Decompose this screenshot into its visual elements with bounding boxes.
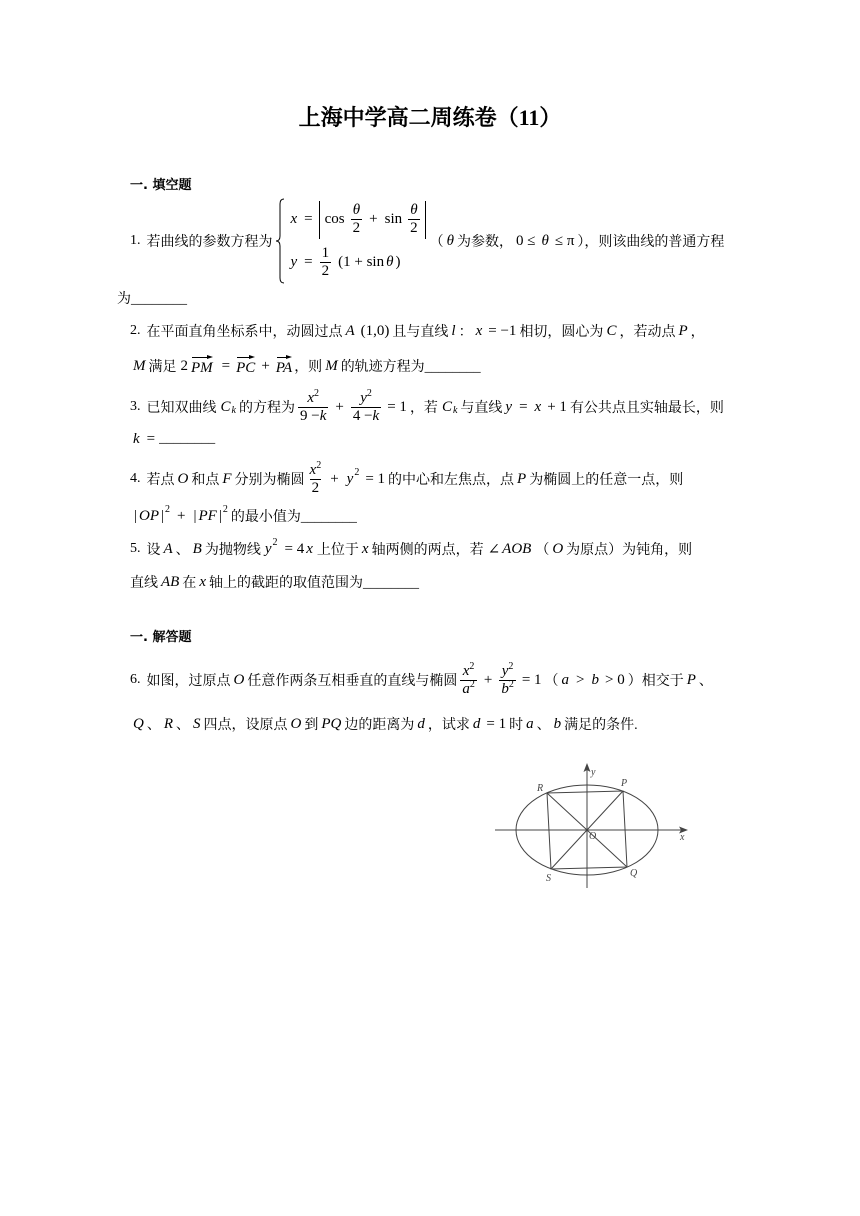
fraction xyxy=(298,387,328,425)
question-number: 1. xyxy=(130,233,141,248)
question-text: 相切，圆心为 xyxy=(519,325,604,340)
question-text: ）相交于 xyxy=(627,674,684,689)
absolute-bar: | xyxy=(134,507,138,524)
math-operator: + xyxy=(261,357,270,374)
math-variable: OP xyxy=(139,507,160,524)
question-text: 、 xyxy=(176,718,191,733)
superscript: 2 xyxy=(272,537,278,548)
math-variable: x xyxy=(307,389,314,406)
fraction xyxy=(308,459,324,497)
point-Q-label: Q xyxy=(630,868,638,879)
question-5-line-2 xyxy=(130,560,419,604)
math-variable: C xyxy=(441,398,452,415)
question-text: ， xyxy=(690,325,705,340)
math-variable: x xyxy=(199,573,206,590)
math-variable: R xyxy=(163,715,174,732)
answer-blank-text: 为________ xyxy=(117,292,187,307)
vector: PC xyxy=(236,355,255,377)
math-variable: C xyxy=(606,322,617,339)
fraction xyxy=(408,202,420,237)
math-variable: a xyxy=(462,680,470,697)
math-variable: b xyxy=(591,671,599,688)
math-variable: x xyxy=(361,540,369,557)
math-variable: AB xyxy=(161,573,180,590)
subscript: k xyxy=(231,405,236,416)
math-function: sin xyxy=(384,211,403,227)
math-variable: y xyxy=(360,389,367,406)
origin-label: O xyxy=(589,831,597,842)
absolute-value xyxy=(319,201,426,239)
math-expression: + 1 xyxy=(547,398,567,415)
fraction-numerator xyxy=(461,660,477,680)
math-variable: θ xyxy=(541,232,549,249)
math-operator: = xyxy=(221,357,231,374)
math-operator: = xyxy=(519,398,528,415)
question-text: 、 xyxy=(698,674,713,689)
math-operator: + xyxy=(335,398,344,415)
math-variable: y xyxy=(290,254,298,270)
math-expression: = 4 xyxy=(284,540,305,557)
question-text: 时 xyxy=(509,718,524,733)
question-text: 为原点）为钝角，则 xyxy=(566,543,693,558)
fraction xyxy=(460,660,477,698)
fraction-denominator xyxy=(499,680,516,698)
fraction-denominator: 2 xyxy=(311,479,320,496)
question-text: 已知双曲线 xyxy=(146,401,217,416)
math-variable: y xyxy=(501,662,509,679)
math-variable: M xyxy=(133,357,146,374)
math-expression: = 1 xyxy=(521,671,542,688)
math-operator: > xyxy=(576,671,585,688)
superscript: 2 xyxy=(165,504,171,515)
math-variable: A xyxy=(163,540,173,557)
math-variable: x xyxy=(306,540,313,557)
math-variable: M xyxy=(325,357,338,374)
question-text: 到 xyxy=(304,718,319,733)
math-variable: P xyxy=(517,470,527,487)
fraction xyxy=(351,387,381,425)
left-brace-icon xyxy=(275,198,285,284)
subscript: k xyxy=(452,405,458,416)
page-title: 上海中学高二周练卷（11） xyxy=(298,105,562,130)
vector: PM xyxy=(191,355,213,377)
math-expression: ) xyxy=(395,254,401,270)
question-number: 3. xyxy=(130,399,141,414)
question-text: （ xyxy=(535,543,550,558)
math-variable: O xyxy=(552,540,564,557)
absolute-bar: | xyxy=(161,507,165,524)
math-group xyxy=(220,399,236,416)
math-variable: x xyxy=(290,211,298,227)
point-P-label: P xyxy=(621,778,628,789)
superscript: 2 xyxy=(314,387,319,399)
math-variable: C xyxy=(220,398,231,415)
fraction-denominator: 2 xyxy=(321,263,330,279)
math-operator: + xyxy=(330,470,339,487)
superscript: 2 xyxy=(354,467,360,478)
math-variable: θ xyxy=(446,232,454,249)
fraction-numerator xyxy=(500,660,516,680)
equation-rows xyxy=(288,198,426,284)
math-operator: = xyxy=(304,254,313,270)
fraction-denominator xyxy=(351,407,381,425)
question-text: 和点 xyxy=(191,473,220,488)
math-variable: O xyxy=(233,671,245,688)
math-expression: = 1 xyxy=(365,470,386,487)
math-operator: = xyxy=(304,211,313,227)
math-variable: B xyxy=(192,540,202,557)
fraction-numerator xyxy=(358,387,374,407)
question-text: 直线 xyxy=(130,576,158,591)
question-text: 满足 xyxy=(148,360,177,375)
fraction xyxy=(499,660,516,698)
math-group xyxy=(487,540,533,559)
question-text: （ xyxy=(429,235,444,250)
question-text: 、 xyxy=(146,718,161,733)
question-text: ，则 xyxy=(294,360,323,375)
math-expression: (1,0) xyxy=(360,322,390,339)
question-3-line-2 xyxy=(130,417,215,461)
math-variable: d xyxy=(417,715,425,732)
fraction-numerator: θ xyxy=(410,202,418,218)
math-variable: b xyxy=(501,680,509,697)
question-text: 边的距离为 xyxy=(344,718,415,733)
fraction-denominator: 2 xyxy=(410,220,418,236)
math-variable: k xyxy=(372,407,380,424)
question-6-line-1 xyxy=(130,658,713,702)
math-variable: x xyxy=(534,398,542,415)
question-text: （ xyxy=(544,674,559,689)
point-R-label: R xyxy=(537,783,544,794)
x-axis-label: x xyxy=(680,832,685,843)
question-text: 在平面直角坐标系中，动圆过点 xyxy=(146,325,343,340)
math-variable: AOB xyxy=(502,540,532,557)
parametric-equation-system xyxy=(275,198,426,284)
question-3-line-1 xyxy=(130,385,724,429)
answer-blank: ________ xyxy=(159,431,216,446)
math-group xyxy=(284,541,314,558)
math-expression: 0 ≤ xyxy=(516,232,536,249)
math-expression: > 0 xyxy=(605,671,625,688)
math-group xyxy=(264,537,278,558)
math-variable: y xyxy=(264,540,272,557)
superscript: 2 xyxy=(222,504,228,515)
superscript: 2 xyxy=(508,678,514,690)
math-expression: (1 + sin xyxy=(338,254,385,270)
ellipse-figure xyxy=(490,760,695,895)
question-text: 轴两侧的两点，若 xyxy=(371,543,484,558)
math-variable: y xyxy=(505,398,513,415)
absolute-bar: | xyxy=(193,507,197,524)
question-1-line-1 xyxy=(130,196,724,286)
y-axis-label: y xyxy=(591,767,596,778)
question-text: 、 xyxy=(175,543,190,558)
fraction-numerator: θ xyxy=(352,202,361,218)
math-variable: a xyxy=(561,671,570,688)
question-2-line-2 xyxy=(130,344,481,388)
math-operator: + xyxy=(369,211,378,227)
fraction-numerator xyxy=(305,387,321,407)
question-text: 为抛物线 xyxy=(204,543,261,558)
fraction-denominator: 2 xyxy=(352,220,361,236)
math-variable: O xyxy=(177,470,189,487)
equation-y-row xyxy=(288,241,426,284)
math-number: 2 xyxy=(180,357,188,374)
math-variable: b xyxy=(553,715,562,732)
superscript: 2 xyxy=(469,660,475,672)
math-variable: y xyxy=(346,470,354,487)
question-text: 在 xyxy=(182,576,197,591)
math-group xyxy=(337,254,401,271)
math-function: cos xyxy=(324,211,345,227)
math-expression: ≤ π xyxy=(554,232,575,249)
superscript: 2 xyxy=(366,387,372,399)
question-text: 为参数， xyxy=(457,235,513,250)
answer-blank-text: 轴上的截距的取值范围为________ xyxy=(209,576,419,591)
fraction-denominator xyxy=(460,680,477,698)
math-expression: 4 − xyxy=(352,407,373,424)
math-variable: PQ xyxy=(321,715,342,732)
math-variable: P xyxy=(678,322,688,339)
math-expression: 9 − xyxy=(299,407,320,424)
question-text: ： xyxy=(458,325,473,340)
question-text: ，若动点 xyxy=(619,325,676,340)
question-number: 4. xyxy=(130,471,141,486)
question-text: ），则该曲线的普通方程 xyxy=(577,235,725,250)
section-heading-fill-in: 一. 填空题 xyxy=(130,178,192,193)
math-expression: = −1 xyxy=(488,322,517,339)
fraction-numerator xyxy=(308,459,324,479)
question-text: 满足的条件. xyxy=(564,718,638,733)
answer-blank-text: 的最小值为________ xyxy=(230,510,357,525)
math-operator: = xyxy=(146,430,156,447)
math-variable: x xyxy=(309,461,317,478)
question-text: ，若 xyxy=(409,401,438,416)
math-operator: + xyxy=(483,671,493,688)
question-text: 且与直线 xyxy=(392,325,449,340)
math-variable: k xyxy=(319,407,327,424)
math-group xyxy=(133,504,171,525)
math-group xyxy=(180,355,215,377)
question-text: 设 xyxy=(146,543,161,558)
question-text: 有公共点且实轴最长，则 xyxy=(569,401,724,416)
math-variable: l xyxy=(451,322,456,339)
math-variable: O xyxy=(290,715,302,732)
angle-symbol: ∠ xyxy=(487,541,501,558)
math-variable: x xyxy=(462,662,470,679)
question-text: 任意作两条互相垂直的直线与椭圆 xyxy=(247,674,458,689)
section-heading-solutions: 一. 解答题 xyxy=(130,630,192,645)
math-expression: = 1 xyxy=(387,398,407,415)
question-text: 上位于 xyxy=(316,543,359,558)
question-text: 、 xyxy=(536,718,551,733)
answer-blank-text: 的轨迹方程为________ xyxy=(340,360,481,375)
question-number: 2. xyxy=(130,323,141,338)
question-text: 分别为椭圆 xyxy=(234,473,305,488)
math-variable: x xyxy=(475,322,483,339)
question-text: 与直线 xyxy=(460,401,503,416)
question-text: 若曲线的参数方程为 xyxy=(146,235,273,250)
absolute-bar: | xyxy=(218,507,222,524)
point-S-label: S xyxy=(546,873,551,884)
math-variable: k xyxy=(133,430,140,447)
math-variable: a xyxy=(526,715,534,732)
question-text: ，试求 xyxy=(427,718,470,733)
superscript: 2 xyxy=(508,660,514,672)
math-operator: + xyxy=(177,507,186,524)
math-variable: P xyxy=(686,671,696,688)
question-6-line-2 xyxy=(130,702,638,746)
math-variable: d xyxy=(472,715,481,732)
question-text: 的方程为 xyxy=(238,401,295,416)
math-variable: F xyxy=(222,470,232,487)
math-variable: Q xyxy=(133,715,144,732)
math-variable: PF xyxy=(198,507,217,524)
question-number: 6. xyxy=(130,672,141,687)
vector: PA xyxy=(276,355,292,377)
question-text: 为椭圆上的任意一点，则 xyxy=(529,473,684,488)
superscript: 2 xyxy=(469,678,475,690)
math-variable: θ xyxy=(386,254,394,270)
question-text: 的中心和左焦点，点 xyxy=(388,473,515,488)
fraction xyxy=(320,245,332,280)
math-group xyxy=(193,504,228,525)
fraction-denominator xyxy=(298,407,328,425)
math-group xyxy=(346,467,360,488)
question-text: 若点 xyxy=(146,473,175,488)
math-variable: S xyxy=(193,715,201,732)
question-number: 5. xyxy=(130,541,141,556)
superscript: 2 xyxy=(316,459,322,471)
fraction xyxy=(351,202,363,237)
question-text: 四点，设原点 xyxy=(203,718,288,733)
math-expression: = 1 xyxy=(486,715,507,732)
fraction-numerator: 1 xyxy=(321,245,330,261)
math-group xyxy=(441,399,457,416)
math-variable: A xyxy=(345,322,355,339)
equation-x-row xyxy=(288,198,426,241)
question-text: 如图，过原点 xyxy=(146,674,231,689)
